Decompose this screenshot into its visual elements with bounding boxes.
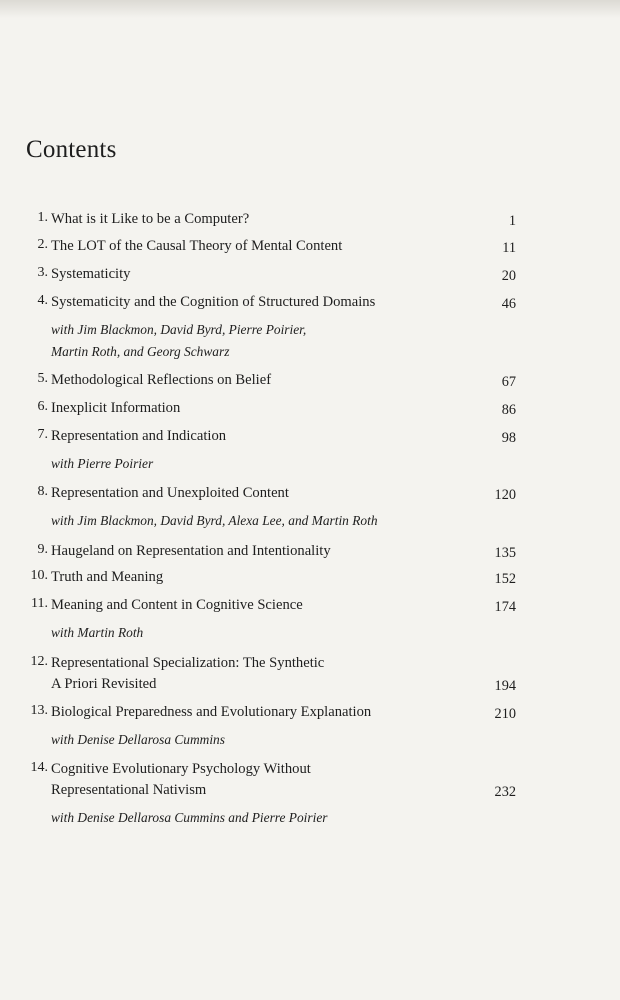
page-number: 1: [508, 213, 516, 229]
chapter-title: [51, 236, 461, 257]
chapter-title: [51, 567, 461, 588]
chapter-title-line: What is it Like to be a Computer?: [51, 211, 250, 227]
chapter-title: [51, 398, 461, 419]
chapter-number: 3.: [37, 265, 48, 280]
chapter-number: 2.: [37, 237, 48, 252]
chapter-authors: [51, 807, 471, 829]
chapter-title: [51, 759, 461, 801]
chapter-title-line: Haugeland on Representation and Intentionality: [51, 543, 331, 559]
page-number: 210: [494, 706, 516, 722]
chapter-title-line: Cognitive Evolutionary Psychology Without: [51, 761, 311, 777]
authors-line: Martin Roth, and Georg Schwarz: [51, 344, 230, 359]
chapter-title-line: Biological Preparedness and Evolutionary Explanation: [51, 704, 372, 720]
chapter-authors: [51, 510, 471, 532]
chapter-number: 1.: [37, 210, 48, 225]
page-number: 98: [501, 430, 516, 446]
chapter-authors: [51, 453, 471, 475]
authors-line: with Denise Dellarosa Cummins and Pierre Poirier: [51, 810, 328, 825]
authors-line: with Jim Blackmon, David Byrd, Alexa Lee, and Martin Roth: [51, 513, 378, 528]
chapter-title: [51, 370, 461, 391]
chapter-number: 4.: [37, 293, 48, 308]
chapter-title: [51, 426, 461, 447]
authors-line: with Jim Blackmon, David Byrd, Pierre Poirier,: [51, 322, 307, 337]
chapter-number: 6.: [37, 399, 48, 414]
chapter-title-line: Meaning and Content in Cognitive Science: [51, 597, 303, 613]
page-number: 11: [502, 240, 516, 256]
chapter-number: 14.: [30, 760, 48, 775]
chapter-title-line: Representation and Indication: [51, 428, 227, 444]
page-number: 120: [494, 487, 516, 503]
page-number: 232: [494, 784, 516, 800]
chapter-title-line: Representational Specialization: The Synthetic: [51, 655, 325, 671]
page-number: 20: [501, 268, 516, 284]
chapter-title: [51, 653, 461, 695]
chapter-number: 12.: [30, 654, 48, 669]
chapter-title-line: Representation and Unexploited Content: [51, 485, 289, 501]
chapter-number: 9.: [37, 542, 48, 557]
authors-line: with Denise Dellarosa Cummins: [51, 732, 225, 747]
page-number: 46: [501, 296, 516, 312]
page-top-shadow: [0, 0, 620, 18]
chapter-title: [51, 209, 461, 230]
chapter-title-line: Representational Nativism: [51, 782, 207, 798]
chapter-title: [51, 292, 461, 313]
page-number: 152: [494, 571, 516, 587]
chapter-title-line: A Priori Revisited: [51, 676, 157, 692]
chapter-number: 8.: [37, 484, 48, 499]
page-number: 194: [494, 678, 516, 694]
page-number: 135: [494, 545, 516, 561]
chapter-title-line: Systematicity and the Cognition of Structured Domains: [51, 294, 376, 310]
chapter-authors: [51, 622, 471, 644]
chapter-title-line: Systematicity: [51, 266, 131, 282]
chapter-title-line: Inexplicit Information: [51, 400, 181, 416]
chapter-title-line: Methodological Reflections on Belief: [51, 372, 272, 388]
chapter-title: [51, 264, 461, 285]
chapter-number: 5.: [37, 371, 48, 386]
chapter-title-line: Truth and Meaning: [51, 569, 164, 585]
chapter-number: 10.: [30, 568, 48, 583]
chapter-number: 7.: [37, 427, 48, 442]
page-number: 174: [494, 599, 516, 615]
chapter-title: [51, 595, 461, 616]
chapter-number: 11.: [31, 596, 48, 611]
chapter-title-line: The LOT of the Causal Theory of Mental Content: [51, 238, 343, 254]
chapter-number: 13.: [30, 703, 48, 718]
authors-line: with Martin Roth: [51, 625, 144, 640]
chapter-title: [51, 541, 461, 562]
chapter-authors: [51, 729, 471, 751]
authors-line: with Pierre Poirier: [51, 456, 154, 471]
chapter-title: [51, 702, 461, 723]
page-number: 86: [501, 402, 516, 418]
chapter-authors: [51, 319, 471, 363]
page-number: 67: [501, 374, 516, 390]
contents-heading: Contents: [26, 136, 117, 163]
chapter-title: [51, 483, 461, 504]
